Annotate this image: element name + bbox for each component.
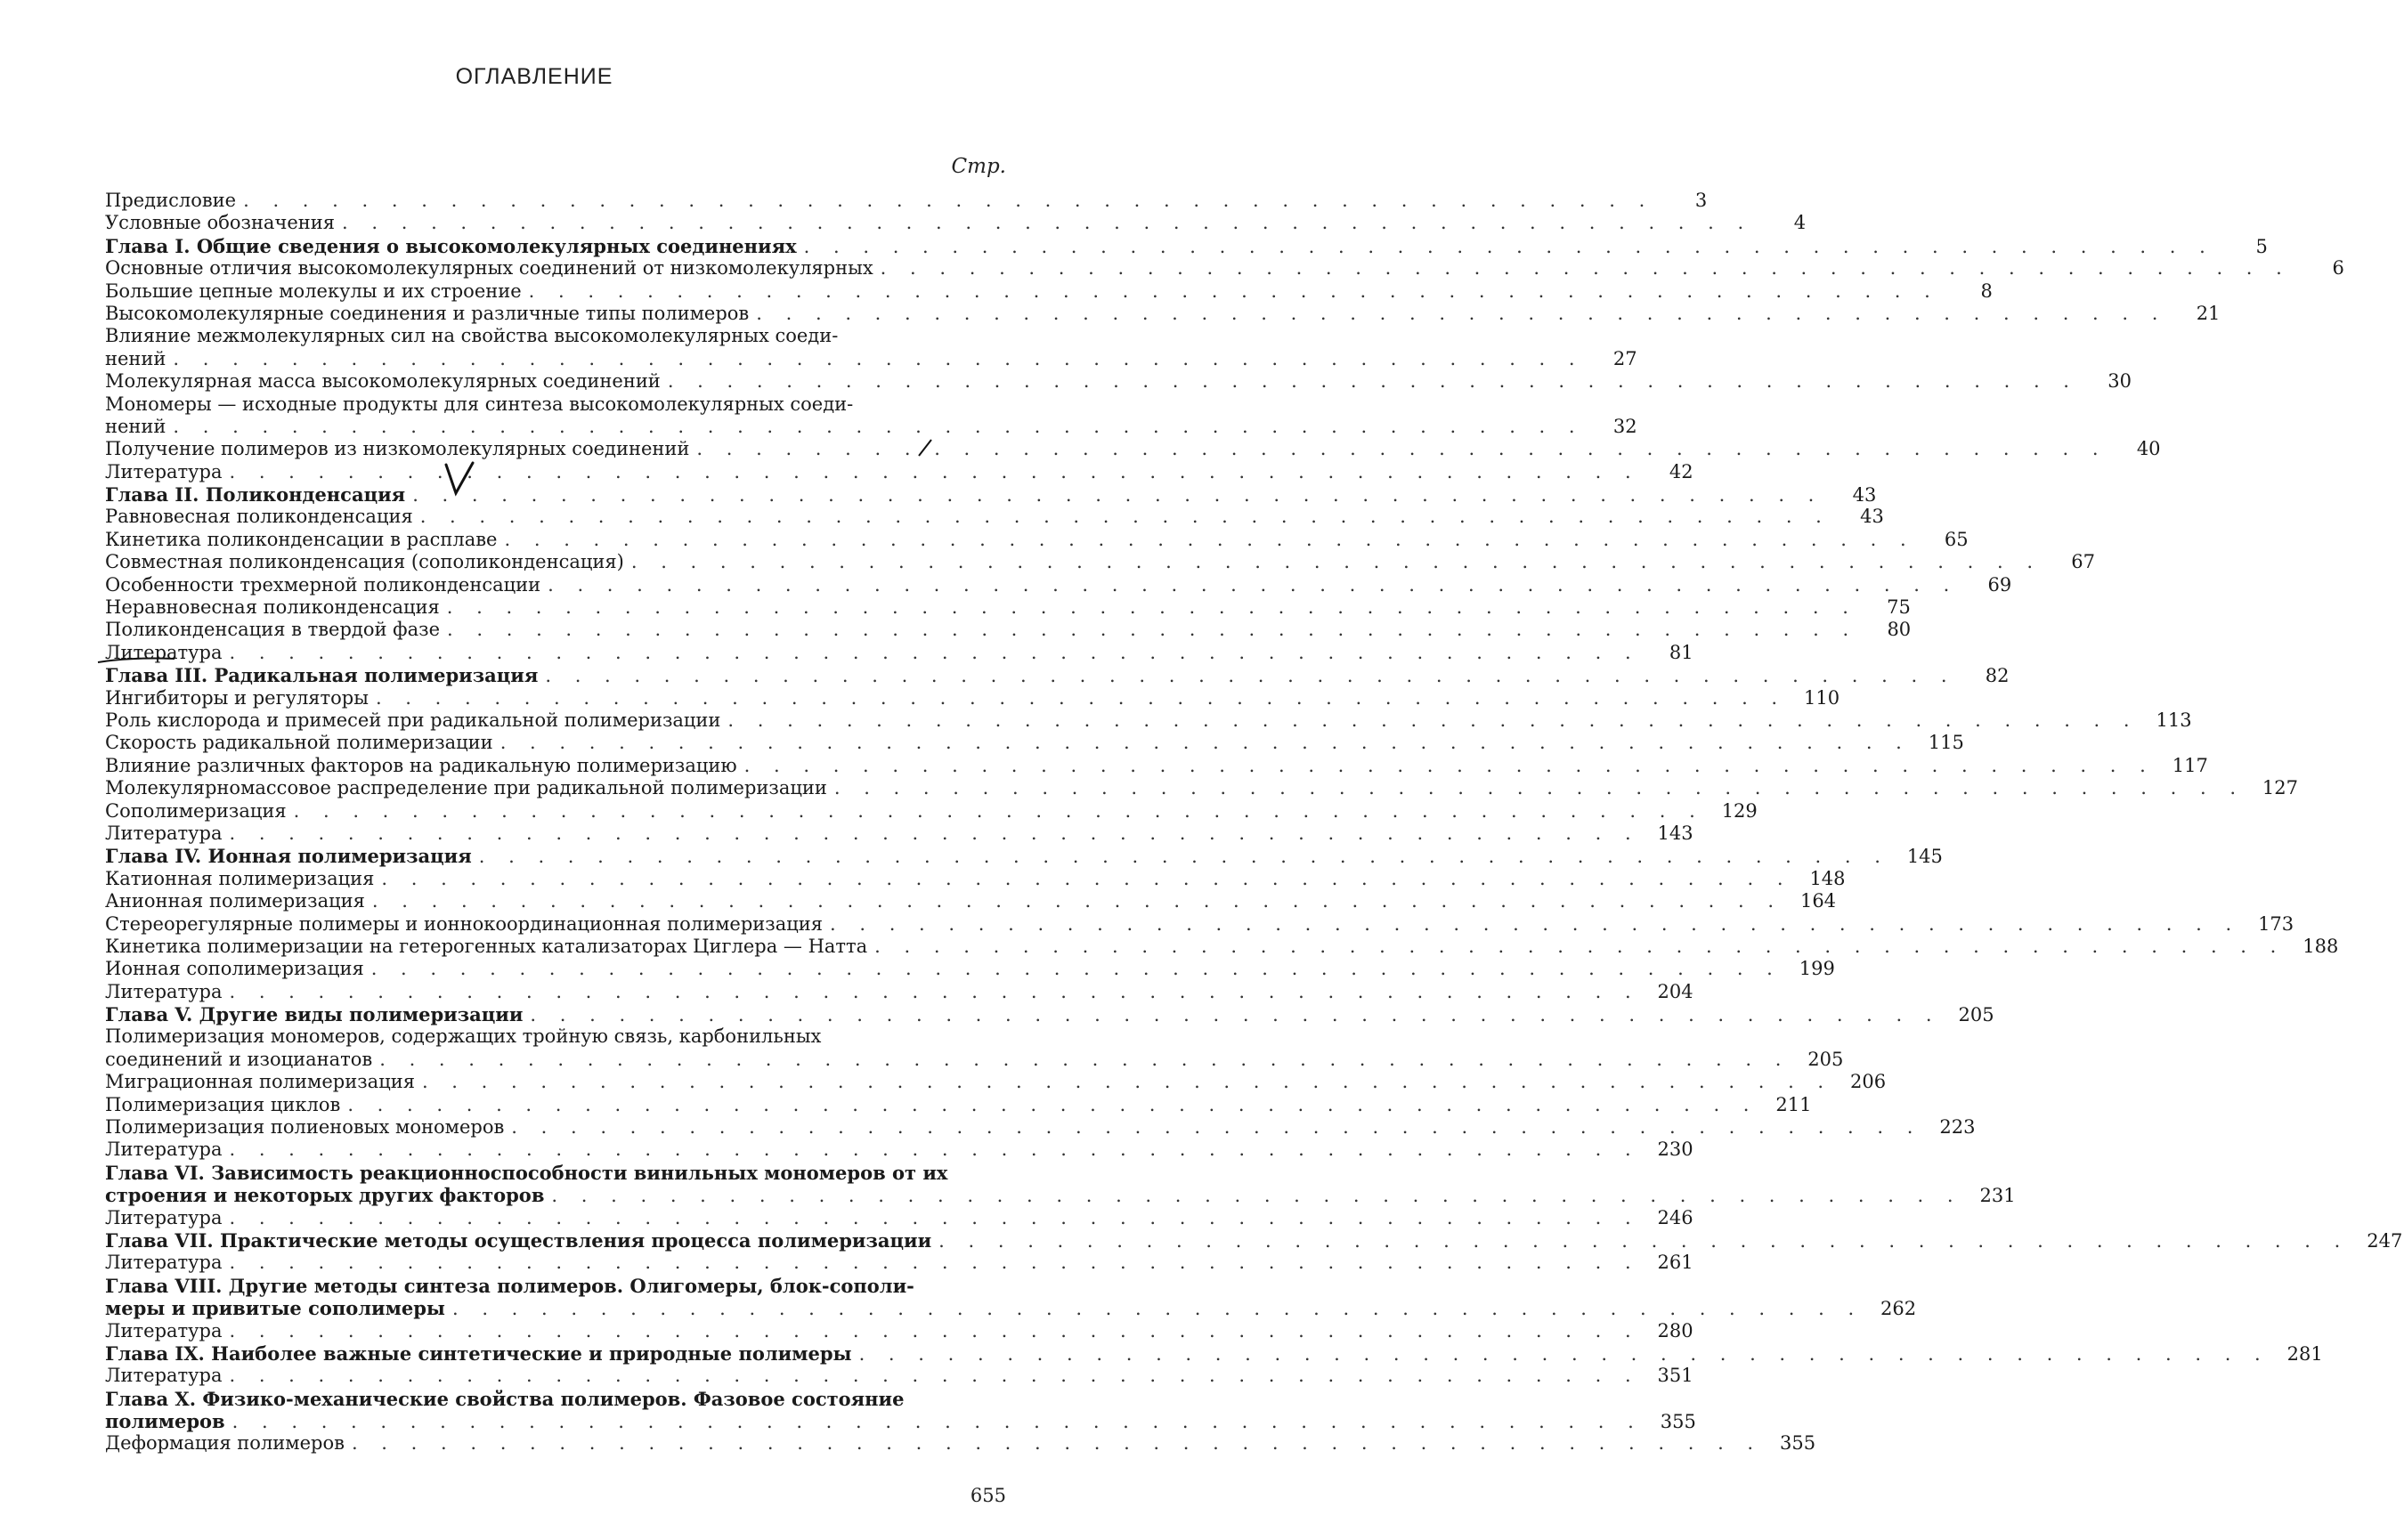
dot-leader: . . . . . . . . . . . . . . . . . . . . . . . . . . . . . . . . . . . . . . . . . . . . . . . . xyxy=(222,981,1639,1003)
toc-entry[interactable] xyxy=(105,709,1006,732)
dot-leader: . . . . . . . . . . . . . . . . . . . . . . . . . . . . . . . . . . . . . . . . . . . . . . . . xyxy=(222,1252,1639,1274)
dot-leader: . . . . . . . . . . . . . . . . . . . . . . . . . . . . . . . . . . . . . . . . . . . . . . . . xyxy=(823,913,2240,936)
toc-entry-page: 3 xyxy=(1653,190,1709,212)
toc-entry-title: Основные отличия высокомолекулярных соединений от низкомолекулярных xyxy=(105,257,873,280)
toc-entry-title: Литература xyxy=(105,823,222,845)
toc-entry-page: 205 xyxy=(1941,1004,1996,1026)
toc-entry[interactable] xyxy=(105,325,1006,370)
toc-entry-page: 280 xyxy=(1640,1320,1695,1342)
toc-entry-title-line1: Полимеризация мономеров, содержащих тройную связь, карбонильных xyxy=(105,1025,933,1048)
toc-entry[interactable] xyxy=(105,280,1006,303)
toc-entry-title: Глава II. Поликонденсация xyxy=(105,483,405,506)
toc-entry-title: Литература xyxy=(105,461,222,483)
dot-leader: . . . . . . . . . . . . . . . . . . . . . . . . . . . . . . . . . . . . . . . . . . . . . . . . xyxy=(166,348,1583,370)
toc-entry-title: Кинетика поликонденсации в расплаве xyxy=(105,529,498,551)
toc-entry[interactable] xyxy=(105,506,1006,528)
toc-entry-title: Получение полимеров из низкомолекулярных соединений xyxy=(105,438,689,460)
toc-entry-page: 351 xyxy=(1640,1365,1695,1387)
dot-leader: . . . . . . . . . . . . . . . . . . . . . . . . . . . . . . . . . . . . . . . . . . . . . . . . xyxy=(538,665,1955,687)
toc-entry-title: нений xyxy=(105,416,166,438)
dot-leader: . . . . . . . . . . . . . . . . . . . . . . . . . . . . . . . . . . . . . . . . . . . . . . . . xyxy=(493,732,1911,754)
toc-chapter-entry[interactable] xyxy=(105,1003,1006,1025)
dot-leader: . . . . . . . . . . . . . . . . . . . . . . . . . . . . . . . . . . . . . . . . . . . . . . . . xyxy=(689,438,2107,460)
toc-entry-title-line1: Глава VIII. Другие методы синтеза полимеров. Олигомеры, блок-сополи- xyxy=(105,1275,933,1297)
toc-entry[interactable] xyxy=(105,868,1006,890)
toc-entry[interactable] xyxy=(105,642,1006,664)
toc-entry-title: соединений и изоцианатов xyxy=(105,1049,372,1071)
toc-entry-page: 281 xyxy=(2270,1343,2325,1366)
toc-entry[interactable] xyxy=(105,777,1006,799)
toc-entry-page: 188 xyxy=(2285,936,2340,958)
toc-entry[interactable] xyxy=(105,1025,1006,1071)
toc-entry-title: Литература xyxy=(105,1320,222,1342)
toc-entry[interactable] xyxy=(105,438,1006,460)
dot-leader: . . . . . . . . . . . . . . . . . . . . . . . . . . . . . . . . . . . . . . . . . . . . . . . . xyxy=(222,642,1639,664)
toc-entry[interactable] xyxy=(105,1320,1006,1342)
toc-entry-page: 80 xyxy=(1857,619,1913,641)
dot-leader: . . . . . . . . . . . . . . . . . . . . . . . . . . . . . . . . . . . . . . . . . . . . . . . . xyxy=(222,823,1639,845)
toc-entry[interactable] xyxy=(105,1094,1006,1116)
toc-entry[interactable] xyxy=(105,393,1006,439)
dot-leader: . . . . . . . . . . . . . . . . . . . . . . . . . . . . . . . . . . . . . . . . . . . . . . . . xyxy=(405,484,1823,507)
toc-entry-page: 67 xyxy=(2042,551,2097,573)
toc-entry-title: Глава VII. Практические методы осуществления процесса полимеризации xyxy=(105,1229,931,1252)
toc-entry[interactable] xyxy=(105,890,1006,912)
toc-entry-page: 205 xyxy=(1790,1049,1845,1071)
dot-leader: . . . . . . . . . . . . . . . . . . . . . . . . . . . . . . . . . . . . . . . . . . . . . . . . xyxy=(345,1432,1762,1455)
dot-leader: . . . . . . . . . . . . . . . . . . . . . . . . . . . . . . . . . . . . . . . . . . . . . . . . xyxy=(720,709,2138,732)
toc-entry[interactable] xyxy=(105,461,1006,483)
toc-entry-page: 129 xyxy=(1704,800,1759,823)
toc-entry-page: 223 xyxy=(1921,1116,1977,1139)
toc-entry[interactable] xyxy=(105,755,1006,777)
toc-entry-page: 206 xyxy=(1832,1071,1888,1093)
toc-entry-title: Сополимеризация xyxy=(105,800,287,823)
toc-entry-title: Катионная полимеризация xyxy=(105,868,374,890)
toc-entry[interactable] xyxy=(105,574,1006,596)
toc-entry-title: Особенности трехмерной поликонденсации xyxy=(105,574,540,596)
toc-entry[interactable] xyxy=(105,1071,1006,1093)
toc-entry-title: Стереорегулярные полимеры и ионнокоординационная полимеризация xyxy=(105,913,823,936)
toc-entry-page: 27 xyxy=(1584,348,1639,370)
toc-entry-page: 211 xyxy=(1758,1094,1813,1116)
toc-entry-page: 69 xyxy=(1958,574,2013,596)
toc-entry-page: 110 xyxy=(1786,687,1841,709)
dot-leader: . . . . . . . . . . . . . . . . . . . . . . . . . . . . . . . . . . . . . . . . . . . . . . . . xyxy=(504,1116,1921,1139)
toc-entry-title: Литература xyxy=(105,1207,222,1229)
toc-entry[interactable] xyxy=(105,800,1006,823)
toc-entry-title: Литература xyxy=(105,981,222,1003)
toc-entry[interactable] xyxy=(105,1432,1006,1455)
dot-leader: . . . . . . . . . . . . . . . . . . . . . . . . . . . . . . . . . . . . . . . . . . . . . . . . xyxy=(413,506,1831,528)
dot-leader: . . . . . . . . . . . . . . . . . . . . . . . . . . . . . . . . . . . . . . . . . . . . . . . . xyxy=(166,416,1583,438)
toc-entry-page: 164 xyxy=(1783,890,1838,912)
toc-entry-title-line1: Влияние межмолекулярных сил на свойства высокомолекулярных соеди- xyxy=(105,325,933,347)
toc-entry[interactable] xyxy=(105,370,1006,393)
toc-chapter-entry[interactable] xyxy=(105,1342,1006,1365)
table-of-contents xyxy=(105,190,1006,1455)
dot-leader: . . . . . . . . . . . . . . . . . . . . . . . . . . . . . . . . . . . . . . . . . . . . . . . . xyxy=(624,551,2042,573)
toc-entry[interactable] xyxy=(105,1252,1006,1274)
dot-leader: . . . . . . . . . . . . . . . . . . . . . . . . . . . . . . . . . . . . . . . . . . . . . . . . xyxy=(440,596,1857,619)
toc-chapter-entry[interactable] xyxy=(105,483,1006,506)
toc-entry-title: Условные обозначения xyxy=(105,212,335,234)
dot-leader: . . . . . . . . . . . . . . . . . . . . . . . . . . . . . . . . . . . . . . . . . . . . . . . . xyxy=(365,890,1783,912)
toc-entry-page: 5 xyxy=(2214,236,2270,258)
toc-entry[interactable] xyxy=(105,936,1006,958)
dot-leader: . . . . . . . . . . . . . . . . . . . . . . . . . . . . . . . . . . . . . . . . . . . . . . . . xyxy=(222,1207,1639,1229)
toc-entry-page: 355 xyxy=(1643,1411,1698,1433)
toc-entry-title: Глава IX. Наиболее важные синтетические и природные полимеры xyxy=(105,1342,852,1365)
toc-entry-title-line1: Глава VI. Зависимость реакционноспособности винильных мономеров от их xyxy=(105,1162,933,1184)
toc-entry-page: 4 xyxy=(1752,212,1807,234)
toc-entry-page: 40 xyxy=(2108,438,2163,460)
toc-entry-page: 173 xyxy=(2240,913,2295,936)
dot-leader: . . . . . . . . . . . . . . . . . . . . . . . . . . . . . . . . . . . . . . . . . . . . . . . . xyxy=(931,1230,2349,1252)
dot-leader: . . . . . . . . . . . . . . . . . . . . . . . . . . . . . . . . . . . . . . . . . . . . . . . . xyxy=(867,936,2285,958)
handwritten-tick-mark xyxy=(917,438,935,459)
dot-leader: . . . . . . . . . . . . . . . . . . . . . . . . . . . . . . . . . . . . . . . . . . . . . . . . xyxy=(522,280,1939,303)
page-column-label: Стр. xyxy=(946,155,1006,178)
toc-chapter-entry[interactable] xyxy=(105,1229,1006,1252)
toc-entry[interactable] xyxy=(105,1116,1006,1139)
toc-entry-page: 246 xyxy=(1640,1207,1695,1229)
dot-leader: . . . . . . . . . . . . . . . . . . . . . . . . . . . . . . . . . . . . . . . . . . . . . . . . xyxy=(440,619,1857,641)
toc-entry[interactable] xyxy=(105,1365,1006,1387)
dot-leader: . . . . . . . . . . . . . . . . . . . . . . . . . . . . . . . . . . . . . . . . . . . . . . . . xyxy=(852,1343,2270,1366)
dot-leader: . . . . . . . . . . . . . . . . . . . . . . . . . . . . . . . . . . . . . . . . . . . . . . . . xyxy=(372,1049,1790,1071)
toc-entry-title: Предисловие xyxy=(105,190,236,212)
toc-entry-title: Деформация полимеров xyxy=(105,1432,345,1455)
dot-leader: . . . . . . . . . . . . . . . . . . . . . . . . . . . . . . . . . . . . . . . . . . . . . . . . xyxy=(222,1320,1639,1342)
toc-entry-page: 30 xyxy=(2078,370,2133,393)
toc-entry-title: Молекулярномассовое распределение при радикальной полимеризации xyxy=(105,777,827,799)
toc-entry-page: 261 xyxy=(1640,1252,1695,1274)
toc-entry-title: Роль кислорода и примесей при радикальной полимеризации xyxy=(105,709,720,732)
toc-entry-page: 42 xyxy=(1640,461,1695,483)
dot-leader: . . . . . . . . . . . . . . . . . . . . . . . . . . . . . . . . . . . . . . . . . . . . . . . . xyxy=(364,958,1782,980)
toc-entry-title: Полимеризация полиеновых мономеров xyxy=(105,1116,504,1139)
handwritten-underline-mark xyxy=(96,655,176,666)
toc-entry-page: 21 xyxy=(2166,303,2221,325)
toc-entry-title: строения и некоторых других факторов xyxy=(105,1184,544,1206)
dot-leader: . . . . . . . . . . . . . . . . . . . . . . . . . . . . . . . . . . . . . . . . . . . . . . . . xyxy=(661,370,2078,393)
document-page xyxy=(0,0,1068,1540)
toc-entry-title: Полимеризация циклов xyxy=(105,1094,340,1116)
page-number: 655 xyxy=(946,1485,1006,1506)
toc-entry-page: 75 xyxy=(1857,596,1913,619)
toc-entry-page: 127 xyxy=(2245,777,2300,799)
toc-entry-page: 43 xyxy=(1823,484,1878,507)
toc-chapter-entry[interactable] xyxy=(105,1388,1006,1433)
toc-entry-title: Литература xyxy=(105,1252,222,1274)
toc-entry[interactable] xyxy=(105,823,1006,845)
toc-entry-title: полимеров xyxy=(105,1410,225,1432)
toc-entry-page: 355 xyxy=(1762,1432,1817,1455)
toc-entry-page: 199 xyxy=(1782,958,1837,980)
toc-entry-page: 8 xyxy=(1939,280,1994,303)
toc-entry-page: 32 xyxy=(1584,416,1639,438)
toc-entry-page: 143 xyxy=(1640,823,1695,845)
dot-leader: . . . . . . . . . . . . . . . . . . . . . . . . . . . . . . . . . . . . . . . . . . . . . . . . xyxy=(498,529,1915,551)
toc-entry-title: Ионная сополимеризация xyxy=(105,958,364,980)
dot-leader: . . . . . . . . . . . . . . . . . . . . . . . . . . . . . . . . . . . . . . . . . . . . . . . . xyxy=(222,1365,1639,1387)
toc-entry-title: Глава V. Другие виды полимеризации xyxy=(105,1003,523,1025)
toc-entry-page: 247 xyxy=(2349,1230,2404,1252)
toc-entry-title: Поликонденсация в твердой фазе xyxy=(105,619,440,641)
toc-entry[interactable] xyxy=(105,190,1006,212)
toc-entry[interactable] xyxy=(105,619,1006,641)
dot-leader: . . . . . . . . . . . . . . . . . . . . . . . . . . . . . . . . . . . . . . . . . . . . . . . . xyxy=(544,1185,1961,1207)
dot-leader: . . . . . . . . . . . . . . . . . . . . . . . . . . . . . . . . . . . . . . . . . . . . . . . . xyxy=(472,846,1889,868)
toc-entry-page: 6 xyxy=(2291,257,2346,280)
toc-entry-title: Скорость радикальной полимеризации xyxy=(105,732,493,754)
toc-entry-title: Совместная поликонденсация (сополиконденсация) xyxy=(105,551,624,573)
dot-leader: . . . . . . . . . . . . . . . . . . . . . . . . . . . . . . . . . . . . . . . . . . . . . . . . xyxy=(340,1094,1758,1116)
toc-entry-page: 231 xyxy=(1962,1185,2018,1207)
toc-entry-page: 43 xyxy=(1831,506,1886,528)
toc-entry-title: Глава III. Радикальная полимеризация xyxy=(105,664,538,686)
toc-entry-page: 262 xyxy=(1863,1298,1918,1320)
dot-leader: . . . . . . . . . . . . . . . . . . . . . . . . . . . . . . . . . . . . . . . . . . . . . . . . xyxy=(335,212,1752,234)
toc-entry-title: Кинетика полимеризации на гетерогенных катализаторах Циглера — Натта xyxy=(105,936,867,958)
toc-entry-page: 115 xyxy=(1911,732,1966,754)
dot-leader: . . . . . . . . . . . . . . . . . . . . . . . . . . . . . . . . . . . . . . . . . . . . . . . . xyxy=(827,777,2245,799)
toc-entry-title: Высокомолекулярные соединения и различные типы полимеров xyxy=(105,303,749,325)
toc-entry-title: Молекулярная масса высокомолекулярных соединений xyxy=(105,370,661,393)
toc-entry-title: Анионная полимеризация xyxy=(105,890,365,912)
toc-entry[interactable] xyxy=(105,958,1006,980)
toc-entry[interactable] xyxy=(105,732,1006,754)
toc-entry-title-line1: Мономеры — исходные продукты для синтеза высокомолекулярных соеди- xyxy=(105,393,933,416)
toc-entry-title: Литература xyxy=(105,642,222,664)
toc-entry[interactable] xyxy=(105,257,1006,280)
toc-entry[interactable] xyxy=(105,687,1006,709)
toc-chapter-entry[interactable] xyxy=(105,845,1006,867)
dot-leader: . . . . . . . . . . . . . . . . . . . . . . . . . . . . . . . . . . . . . . . . . . . . . . . . xyxy=(225,1411,1643,1433)
dot-leader: . . . . . . . . . . . . . . . . . . . . . . . . . . . . . . . . . . . . . . . . . . . . . . . . xyxy=(749,303,2166,325)
toc-entry-page: 204 xyxy=(1640,981,1695,1003)
dot-leader: . . . . . . . . . . . . . . . . . . . . . . . . . . . . . . . . . . . . . . . . . . . . . . . . xyxy=(797,236,2214,258)
page-title: ОГЛАВЛЕНИЕ xyxy=(0,64,1068,90)
toc-chapter-entry[interactable] xyxy=(105,1162,1006,1207)
dot-leader: . . . . . . . . . . . . . . . . . . . . . . . . . . . . . . . . . . . . . . . . . . . . . . . . xyxy=(540,574,1958,596)
toc-entry[interactable] xyxy=(105,1207,1006,1229)
toc-entry-page: 81 xyxy=(1640,642,1695,664)
toc-entry-page: 113 xyxy=(2139,709,2194,732)
toc-entry-title: Глава I. Общие сведения о высокомолекулярных соединениях xyxy=(105,235,797,257)
toc-entry-title: Равновесная поликонденсация xyxy=(105,506,413,528)
toc-entry-title: Миграционная полимеризация xyxy=(105,1071,415,1093)
toc-entry[interactable] xyxy=(105,981,1006,1003)
toc-entry-page: 145 xyxy=(1889,846,1945,868)
toc-entry[interactable] xyxy=(105,551,1006,573)
toc-entry[interactable] xyxy=(105,1139,1006,1161)
dot-leader: . . . . . . . . . . . . . . . . . . . . . . . . . . . . . . . . . . . . . . . . . . . . . . . . xyxy=(369,687,1786,709)
toc-entry-page: 117 xyxy=(2155,755,2210,777)
dot-leader: . . . . . . . . . . . . . . . . . . . . . . . . . . . . . . . . . . . . . . . . . . . . . . . . xyxy=(236,190,1653,212)
toc-entry-title: Влияние различных факторов на радикальную полимеризацию xyxy=(105,755,737,777)
toc-entry[interactable] xyxy=(105,529,1006,551)
toc-chapter-entry[interactable] xyxy=(105,235,1006,257)
dot-leader: . . . . . . . . . . . . . . . . . . . . . . . . . . . . . . . . . . . . . . . . . . . . . . . . xyxy=(222,461,1639,483)
toc-chapter-entry[interactable] xyxy=(105,1275,1006,1320)
toc-entry-page: 230 xyxy=(1640,1139,1695,1161)
dot-leader: . . . . . . . . . . . . . . . . . . . . . . . . . . . . . . . . . . . . . . . . . . . . . . . . xyxy=(287,800,1704,823)
toc-entry-page: 148 xyxy=(1792,868,1848,890)
toc-chapter-entry[interactable] xyxy=(105,664,1006,686)
toc-entry-title-line1: Глава X. Физико-механические свойства полимеров. Фазовое состояние xyxy=(105,1388,933,1410)
toc-entry[interactable] xyxy=(105,212,1006,234)
dot-leader: . . . . . . . . . . . . . . . . . . . . . . . . . . . . . . . . . . . . . . . . . . . . . . . . xyxy=(222,1139,1639,1161)
handwritten-checkmark-icon xyxy=(443,461,475,497)
toc-entry-page: 82 xyxy=(1956,665,2011,687)
toc-entry-title: Литература xyxy=(105,1139,222,1161)
toc-entry[interactable] xyxy=(105,596,1006,619)
dot-leader: . . . . . . . . . . . . . . . . . . . . . . . . . . . . . . . . . . . . . . . . . . . . . . . . xyxy=(374,868,1791,890)
toc-entry-title: меры и привитые сополимеры xyxy=(105,1297,445,1319)
toc-entry-title: Ингибиторы и регуляторы xyxy=(105,687,369,709)
toc-entry[interactable] xyxy=(105,303,1006,325)
toc-entry-title: Глава IV. Ионная полимеризация xyxy=(105,845,472,867)
toc-entry-title: нений xyxy=(105,348,166,370)
toc-entry[interactable] xyxy=(105,913,1006,936)
dot-leader: . . . . . . . . . . . . . . . . . . . . . . . . . . . . . . . . . . . . . . . . . . . . . . . . xyxy=(415,1071,1832,1093)
toc-entry-page: 65 xyxy=(1915,529,1970,551)
dot-leader: . . . . . . . . . . . . . . . . . . . . . . . . . . . . . . . . . . . . . . . . . . . . . . . . xyxy=(445,1298,1863,1320)
dot-leader: . . . . . . . . . . . . . . . . . . . . . . . . . . . . . . . . . . . . . . . . . . . . . . . . xyxy=(737,755,2155,777)
toc-entry-title: Неравновесная поликонденсация xyxy=(105,596,440,619)
toc-entry-title: Литература xyxy=(105,1365,222,1387)
dot-leader: . . . . . . . . . . . . . . . . . . . . . . . . . . . . . . . . . . . . . . . . . . . . . . . . xyxy=(523,1004,1940,1026)
dot-leader: . . . . . . . . . . . . . . . . . . . . . . . . . . . . . . . . . . . . . . . . . . . . . . . . xyxy=(873,257,2291,280)
toc-entry-title: Большие цепные молекулы и их строение xyxy=(105,280,522,303)
